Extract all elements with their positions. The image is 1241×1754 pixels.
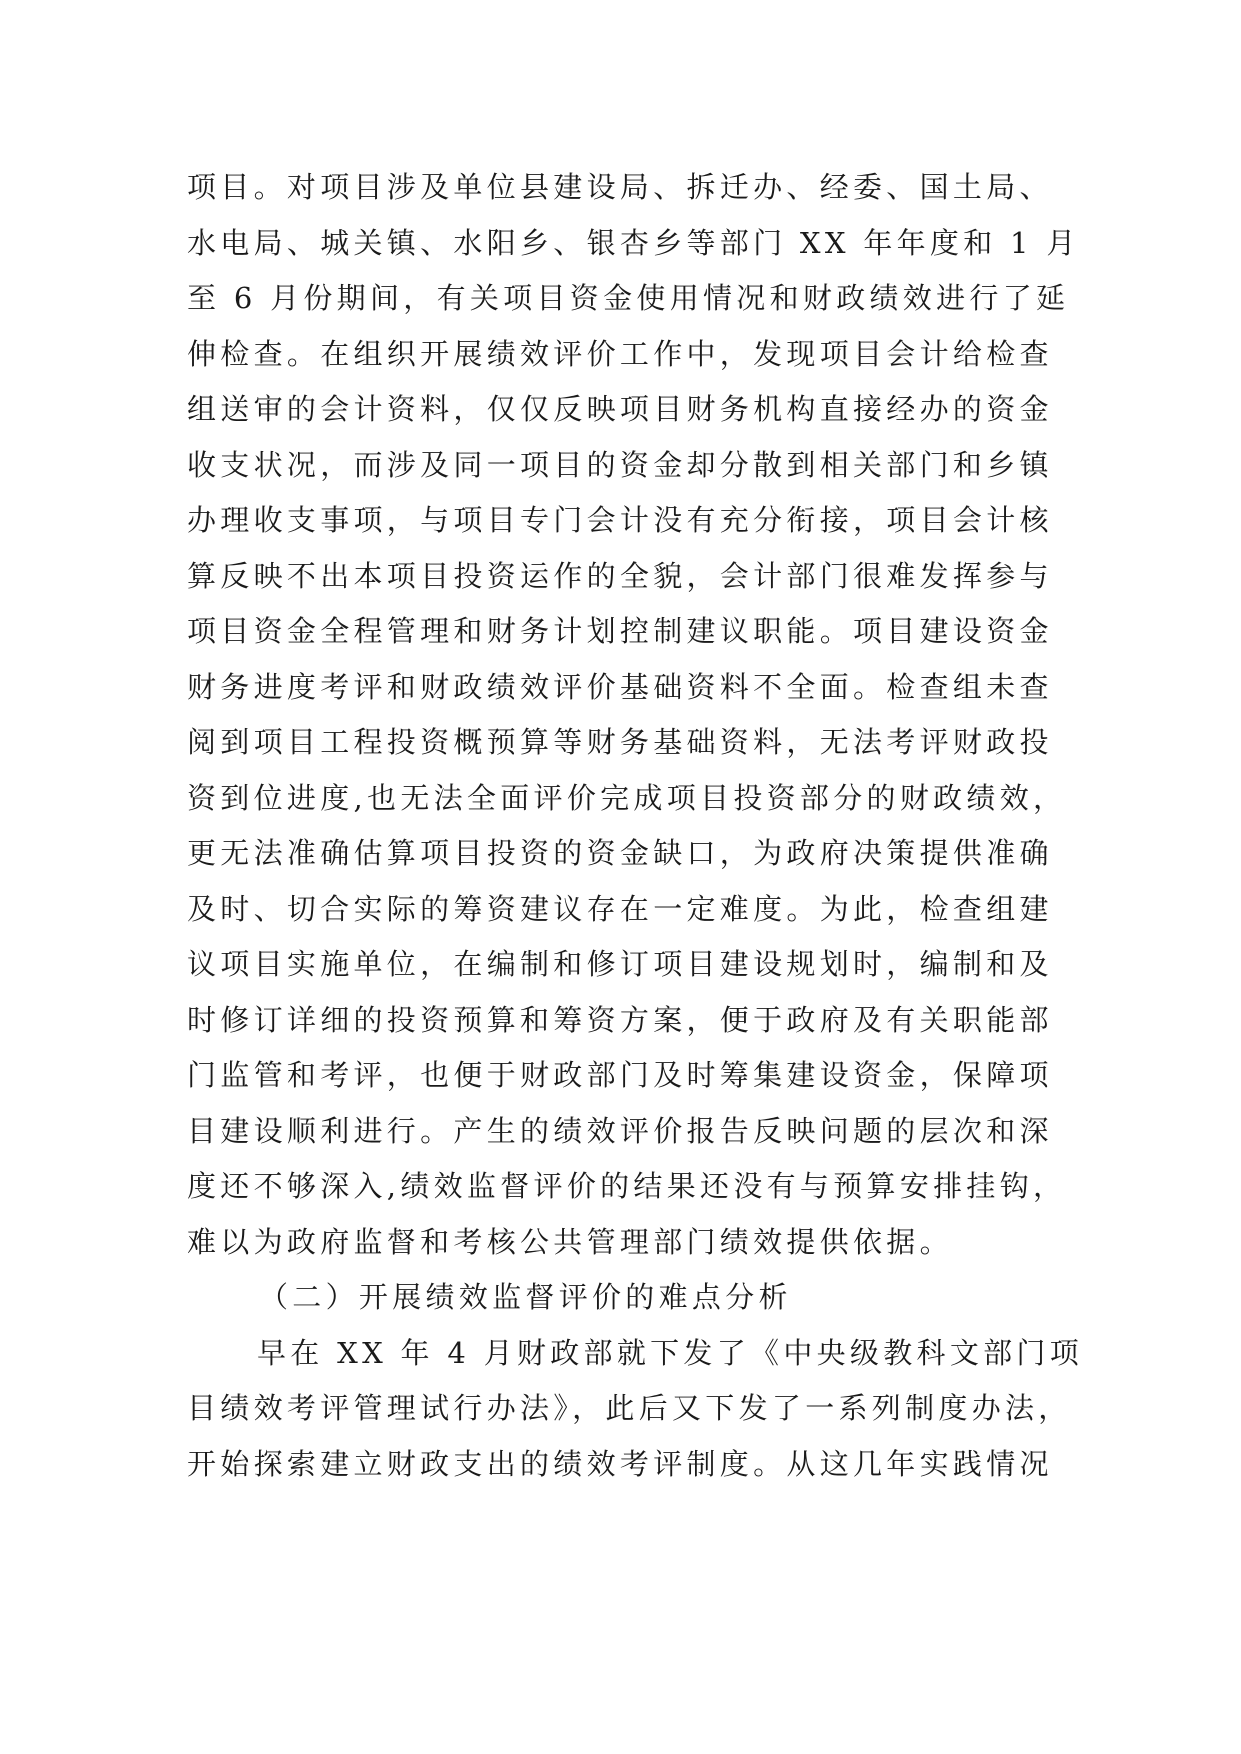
text-line: 难以为政府监督和考核公共管理部门绩效提供依据。: [187, 1224, 953, 1259]
text-line: 办理收支事项，与项目专门会计没有充分衔接，项目会计核: [187, 503, 1053, 537]
text-line: 资到位进度,也无法全面评价完成项目投资部分的财政绩效，: [187, 780, 1067, 815]
text-line: 财务进度考评和财政绩效评价基础资料不全面。检查组未查: [187, 669, 1053, 704]
text-line: 门监管和考评，也便于财政部门及时筹集建设资金，保障项: [187, 1058, 1053, 1092]
text-line: 度还不够深入,绩效监督评价的结果还没有与预算安排挂钩，: [187, 1169, 1067, 1203]
text-line: 伸检查。在组织开展绩效评价工作中，发现项目会计给检查: [187, 336, 1053, 371]
text-line: 更无法准确估算项目投资的资金缺口，为政府决策提供准确: [187, 836, 1053, 870]
text-line: 时修订详细的投资预算和筹资方案，便于政府及有关职能部: [187, 1002, 1053, 1037]
text-line: 收支状况，而涉及同一项目的资金却分散到相关部门和乡镇: [187, 447, 1053, 482]
text-line: 阅到项目工程投资概预算等财务基础资料，无法考评财政投: [187, 725, 1053, 759]
text-line: 至 6 月份期间，有关项目资金使用情况和财政绩效进行了延: [187, 281, 1070, 315]
text-line: 水电局、城关镇、水阳乡、银杏乡等部门 XX 年年度和 1 月: [187, 225, 1080, 260]
text-line: 项目资金全程管理和财务计划控制建议职能。项目建设资金: [187, 614, 1053, 648]
text-line: 项目。对项目涉及单位县建设局、拆迁办、经委、国土局、: [187, 170, 1053, 204]
text-line: 开始探索建立财政支出的绩效考评制度。从这几年实践情况: [187, 1446, 1053, 1481]
text-line: 及时、切合实际的筹资建议存在一定难度。为此，检查组建: [187, 891, 1053, 926]
text-line: 目绩效考评管理试行办法》，此后又下发了一系列制度办法，: [187, 1391, 1072, 1425]
text-line: 算反映不出本项目投资运作的全貌，会计部门很难发挥参与: [187, 558, 1053, 593]
text-line: 目建设顺利进行。产生的绩效评价报告反映问题的层次和深: [187, 1113, 1053, 1148]
text-line: 组送审的会计资料，仅仅反映项目财务机构直接经办的资金: [187, 392, 1053, 426]
body-text: [187, 160, 1087, 1492]
text-line: 议项目实施单位，在编制和修订项目建设规划时，编制和及: [187, 947, 1053, 981]
section-heading: （二）开展绩效监督评价的难点分析: [259, 1280, 792, 1314]
text-line: 早在 XX 年 4 月财政部就下发了《中央级教科文部门项: [257, 1335, 1084, 1370]
